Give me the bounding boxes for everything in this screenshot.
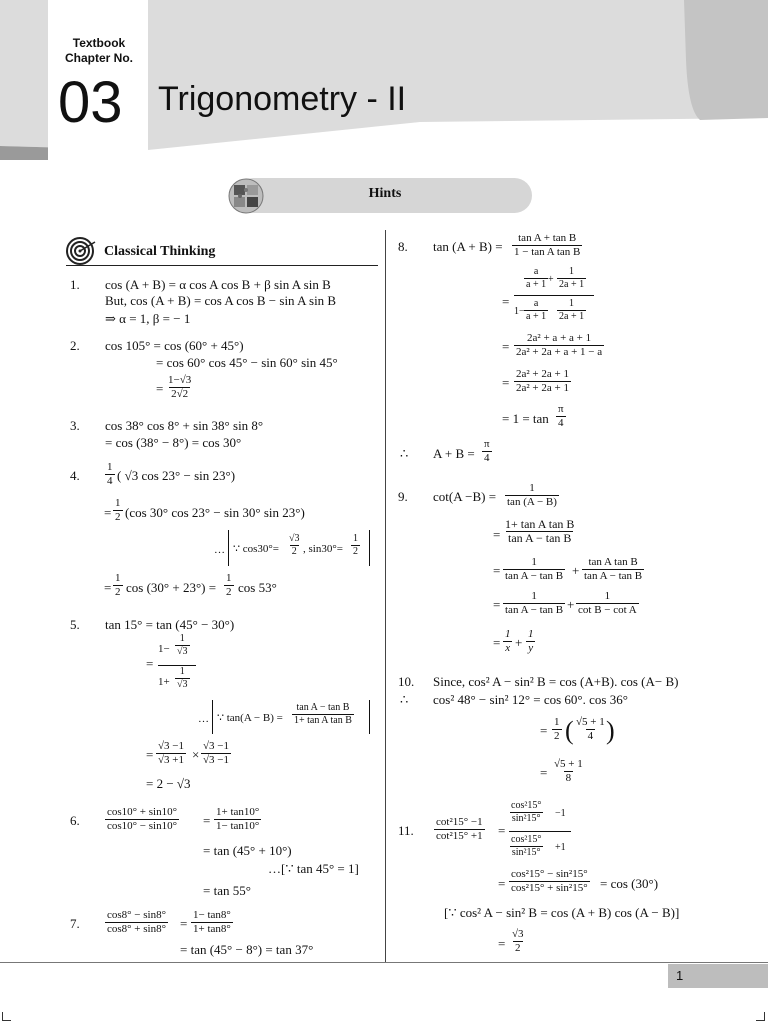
q11-top-den: sin²15° — [511, 813, 541, 824]
q9-f1-num: 1 — [529, 482, 535, 494]
q8-ta-den: a + 1 — [526, 279, 547, 290]
q4-eq2: = — [104, 505, 112, 520]
q11-eq3: = — [498, 936, 506, 951]
q11-c-den: cos²15° + sin²15° — [511, 882, 588, 894]
q4-f1-den: 4 — [107, 475, 113, 487]
q6-frac1 — [105, 806, 179, 833]
q10-a-den: 2 — [554, 730, 560, 742]
q11-line3: [∵ cos² A − sin² B = cos (A + B) cos (A − B)] — [444, 905, 680, 920]
q5-c2-den: √3 −1 — [203, 754, 229, 766]
q7-f1-den: cos8° + sin8° — [107, 923, 167, 935]
q4-number: 4. — [70, 468, 80, 483]
footer-rule — [0, 962, 768, 963]
q5-b-num: 1 — [179, 666, 185, 677]
q11-number: 11. — [398, 823, 414, 838]
q9-f3a-num: 1 — [531, 556, 537, 568]
q5-c1-num: √3 −1 — [158, 740, 184, 752]
q6-frac2 — [214, 806, 261, 833]
q2-line2: = cos 60° cos 45° − sin 60° sin 45° — [156, 355, 338, 370]
q11-top-num: cos²15° — [511, 800, 542, 811]
q9-f3b-den: tan A − tan B — [584, 570, 643, 582]
q4-line3: cos (30° + 23°) = — [126, 580, 217, 595]
puzzle-icon — [226, 178, 266, 214]
q9-plus2: + — [567, 597, 575, 612]
q8-f5-den: 4 — [558, 417, 564, 429]
q8-ba — [524, 298, 548, 323]
q10-paren-close: ) — [606, 716, 615, 745]
label-line-1: Textbook — [72, 36, 126, 50]
q8-line1: tan (A + B) = — [433, 239, 503, 254]
q5-a-prefix: 1− — [158, 643, 170, 655]
q5-c1-den: √3 +1 — [158, 754, 184, 766]
q11-a-den: cot²15° +1 — [436, 830, 483, 842]
q9-frac3a — [503, 556, 565, 583]
q9-frac5a — [503, 628, 513, 655]
q11-frac-d — [510, 928, 526, 955]
q4-frac1 — [105, 461, 115, 488]
q8-ta — [524, 266, 548, 291]
q10-eq: = — [540, 723, 548, 738]
q8-ta-num: a — [533, 266, 539, 277]
q8-frac1 — [512, 232, 582, 259]
q9-frac3b — [582, 556, 644, 583]
q11-a-num: cot²15° −1 — [436, 816, 483, 828]
q4-f4-num: 1 — [226, 572, 232, 584]
q1-line2: But, cos (A + B) = cos A cos B − sin A sin B — [105, 293, 337, 308]
q8-f6-den: 4 — [484, 452, 490, 464]
q9-f4b-num: 1 — [604, 590, 611, 602]
q10-b-num: √5 + 1 — [576, 716, 605, 728]
q10-c-num: √5 + 1 — [554, 758, 583, 770]
q9-eq4: = — [493, 597, 501, 612]
q4-frac4 — [224, 572, 234, 599]
q4-h2-num: 1 — [353, 533, 358, 544]
q9-f4a-num: 1 — [531, 590, 537, 602]
q8-tb-den: 2a + 1 — [559, 279, 585, 290]
q9-frac4b — [576, 590, 639, 617]
q7-number: 7. — [70, 916, 80, 931]
q10-b-den: 4 — [587, 730, 594, 742]
q4-hint-mid: , sin30°= — [303, 543, 343, 555]
q7-f1-num: cos8° − sin8° — [107, 909, 167, 921]
q11-compound-frac — [509, 800, 573, 864]
q5-a-den: √3 — [177, 646, 188, 657]
q6-number: 6. — [70, 813, 80, 828]
q9-f3a-den: tan A − tan B — [505, 570, 564, 582]
q4-eq3: = — [104, 580, 112, 595]
q7-f2-den: 1+ tan8° — [193, 923, 231, 935]
q10-paren-open: ( — [565, 716, 574, 745]
q5-eq: = — [146, 656, 154, 671]
page-number: 1 — [676, 968, 684, 983]
q4-frac2 — [113, 497, 123, 524]
q5-line1: tan 15° = tan (45° − 30°) — [105, 617, 235, 632]
q11-minus: −1 — [555, 808, 566, 819]
q11-eq2: = — [498, 876, 506, 891]
q5-c2-num: √3 −1 — [203, 740, 229, 752]
q8-plus: + — [548, 274, 554, 285]
q9-f5a-den: x — [505, 642, 511, 654]
q8-tb-num: 1 — [569, 266, 575, 277]
q8-bb-num: 1 — [569, 298, 575, 309]
q11-plus: +1 — [555, 842, 566, 853]
q9-eq3: = — [493, 563, 501, 578]
q4-hint-frac1 — [287, 533, 302, 558]
q8-f1-den: 1 − tan A tan B — [514, 246, 581, 258]
q6-f2-num: 1+ tan10° — [216, 806, 260, 818]
q8-f3-num: 2a² + a + a + 1 — [527, 332, 592, 344]
q4-frac3 — [113, 572, 123, 599]
q8-f5-num: π — [558, 403, 564, 415]
q8-bb-den: 2a + 1 — [559, 311, 585, 322]
q9-f5a-num: 1 — [505, 628, 511, 640]
q2-frac-num: 1−√3 — [168, 374, 192, 386]
q7-line2: = tan (45° − 8°) = tan 37° — [180, 942, 314, 957]
q8-main-bar — [514, 295, 594, 296]
q6-line4: = tan 55° — [203, 883, 251, 898]
q8-f1-num: tan A + tan B — [518, 232, 577, 244]
q10-a-num: 1 — [554, 716, 560, 728]
q8-tb — [557, 266, 586, 291]
q9-f3b-num: tan A tan B — [588, 556, 638, 568]
q10-c-den: 8 — [565, 772, 572, 784]
q10-frac-b — [574, 716, 607, 743]
q7-eq: = — [180, 916, 188, 931]
q11-d-num: √3 — [512, 928, 524, 940]
q8-frac5 — [556, 403, 566, 430]
q3-line1: cos 38° cos 8° + sin 38° sin 8° — [105, 418, 264, 433]
q8-eq3: = — [502, 339, 510, 354]
q8-frac6 — [482, 438, 492, 465]
section-title: Classical Thinking — [104, 244, 216, 259]
q8-f6-num: π — [484, 438, 490, 450]
q4-line4: cos 53° — [238, 580, 277, 595]
q2-eq: = — [156, 381, 164, 396]
q11-line2: = cos (30°) — [600, 876, 659, 891]
q8-ba-den: a + 1 — [526, 311, 547, 322]
q11-main-bar — [509, 831, 571, 832]
column-divider — [385, 230, 386, 962]
q4-h1-num: √3 — [289, 533, 300, 544]
q1-line3: ⇒ α = 1, β = − 1 — [105, 311, 191, 326]
q8-frac4 — [514, 368, 571, 395]
q8-therefore: ∴ — [400, 446, 409, 461]
q11-bot — [509, 834, 543, 859]
q9-f4a-den: tan A − tan B — [505, 604, 564, 616]
q8-f4-den: 2a² + 2a + 1 — [516, 382, 569, 394]
q4-f3-den: 2 — [115, 586, 121, 598]
q10-line2: cos² 48° − sin² 12° = cos 60°. cos 36° — [433, 692, 628, 707]
q10-line1: Since, cos² A − sin² B = cos (A+B). cos (A− B) — [433, 674, 679, 689]
q5-b-prefix: 1+ — [158, 676, 170, 688]
q9-f5b-den: y — [528, 642, 534, 654]
q5-a-frac — [175, 633, 190, 658]
q9-plus3: + — [515, 635, 523, 650]
q5-b-frac — [175, 666, 190, 691]
q9-frac4a — [503, 590, 565, 617]
q9-f5b-num: 1 — [528, 628, 534, 640]
q9-frac1 — [505, 482, 559, 509]
q10-eq2: = — [540, 765, 548, 780]
q5-denominator — [158, 666, 196, 698]
q8-f3-den: 2a² + 2a + a + 1 − a — [516, 346, 603, 358]
q2-line1: cos 105° = cos (60° + 45°) — [105, 338, 244, 353]
q11-bot-num: cos²15° — [511, 834, 542, 845]
q7-frac2 — [191, 909, 233, 936]
label-line-2: Chapter No. — [64, 51, 133, 65]
q6-eq: = — [203, 813, 211, 828]
q8-number: 8. — [398, 239, 408, 254]
q4-line1: ( √3 cos 23° − sin 23°) — [117, 468, 236, 483]
q11-frac-a — [434, 816, 485, 843]
q9-f2-num: 1+ tan A tan B — [505, 517, 575, 531]
q10-number: 10. — [398, 674, 415, 689]
q9-plus: + — [572, 563, 580, 578]
q10-frac-a — [552, 716, 562, 743]
q7-frac1 — [105, 909, 168, 936]
hints-title: Hints — [368, 186, 402, 201]
q10-therefore: ∴ — [400, 692, 409, 707]
q11-frac-c — [509, 868, 590, 895]
q8-bot-prefix: 1− — [514, 306, 525, 317]
q11-bot-den: sin²15° — [511, 847, 541, 858]
q9-number: 9. — [398, 489, 408, 504]
q9-f4b-den: cot B − cot A — [578, 604, 637, 616]
q9-f1-den: tan (A − B) — [507, 496, 557, 508]
q6-f1-num: cos10° + sin10° — [107, 806, 178, 818]
q3-number: 3. — [70, 418, 80, 433]
q4-f3-num: 1 — [115, 572, 121, 584]
q5-line3: = 2 − √3 — [146, 776, 191, 791]
q5-eq2: = — [146, 747, 154, 762]
textbook-label — [54, 36, 144, 66]
q1-line1: cos (A + B) = α cos A cos B + β sin A sin B — [105, 277, 331, 292]
q4-f2-den: 2 — [115, 511, 121, 523]
q5-hint-num: tan A − tan B — [296, 702, 350, 713]
target-icon — [66, 236, 96, 266]
crop-mark-right — [756, 1012, 765, 1021]
q8-frac3 — [514, 332, 604, 359]
q9-frac2 — [503, 518, 576, 545]
q8-eq2: = — [502, 294, 510, 309]
q5-numerator — [158, 633, 196, 666]
q2-number: 2. — [70, 338, 80, 353]
q4-h1-den: 2 — [291, 546, 297, 557]
q8-line5: = 1 = tan — [502, 411, 549, 426]
q8-f4-num: 2a² + 2a + 1 — [516, 368, 569, 380]
q6-line3: …[∵ tan 45° = 1] — [268, 861, 359, 876]
q3-line2: = cos (38° − 8°) = cos 30° — [105, 435, 242, 450]
q4-f1-num: 1 — [107, 461, 113, 473]
crop-mark-left — [2, 1012, 11, 1021]
q4-hint-frac2 — [351, 533, 360, 558]
q8-eq4: = — [502, 375, 510, 390]
q9-f2-den: tan A − tan B — [508, 531, 572, 545]
q9-frac5b — [526, 628, 536, 655]
q5-frac-c2 — [201, 740, 231, 767]
q5-times: × — [192, 747, 200, 762]
q6-f2-den: 1− tan10° — [216, 820, 260, 832]
q8-compound-frac — [514, 266, 594, 326]
q4-line2: (cos 30° cos 23° − sin 30° sin 23°) — [125, 505, 305, 520]
q5-hint-dots: … — [198, 713, 209, 725]
q4-hint-text: ∵ cos30°= — [233, 543, 280, 555]
q8-bb — [557, 298, 586, 323]
q11-top — [509, 800, 543, 825]
q7-f2-num: 1− tan8° — [193, 909, 231, 921]
q8-ba-num: a — [533, 298, 539, 309]
q11-d-den: 2 — [515, 942, 521, 954]
q5-hint-den: 1+ tan A tan B — [294, 715, 352, 726]
q11-c-num: cos²15° − sin²15° — [511, 868, 588, 880]
q5-number: 5. — [70, 617, 80, 632]
q2-frac-den: 2√2 — [171, 388, 189, 400]
q9-line1: cot(A −B) = — [433, 489, 497, 504]
q4-h2-den: 2 — [353, 546, 358, 557]
q9-eq5: = — [493, 635, 501, 650]
q2-fraction — [166, 374, 193, 401]
q10-frac-c — [552, 758, 585, 785]
q4-hint-dots: … — [214, 544, 225, 556]
q4-f2-num: 1 — [115, 497, 121, 509]
q5-hint-frac — [292, 702, 354, 727]
q5-hint-text: ∵ tan(A − B) = — [217, 712, 283, 724]
q4-f4-den: 2 — [226, 586, 232, 598]
section-rule — [66, 265, 378, 266]
q5-a-num: 1 — [179, 633, 185, 644]
chapter-number: 03 — [58, 70, 123, 135]
q5-frac-c1 — [156, 740, 186, 767]
q9-eq2: = — [493, 527, 501, 542]
q8-line6: A + B = — [433, 446, 475, 461]
chapter-title: Trigonometry - II — [158, 80, 407, 118]
q6-line2: = tan (45° + 10°) — [203, 843, 292, 858]
q1-number: 1. — [70, 277, 80, 292]
q6-f1-den: cos10° − sin10° — [107, 820, 178, 832]
q11-eq: = — [498, 823, 506, 838]
q5-b-den: √3 — [177, 679, 188, 690]
